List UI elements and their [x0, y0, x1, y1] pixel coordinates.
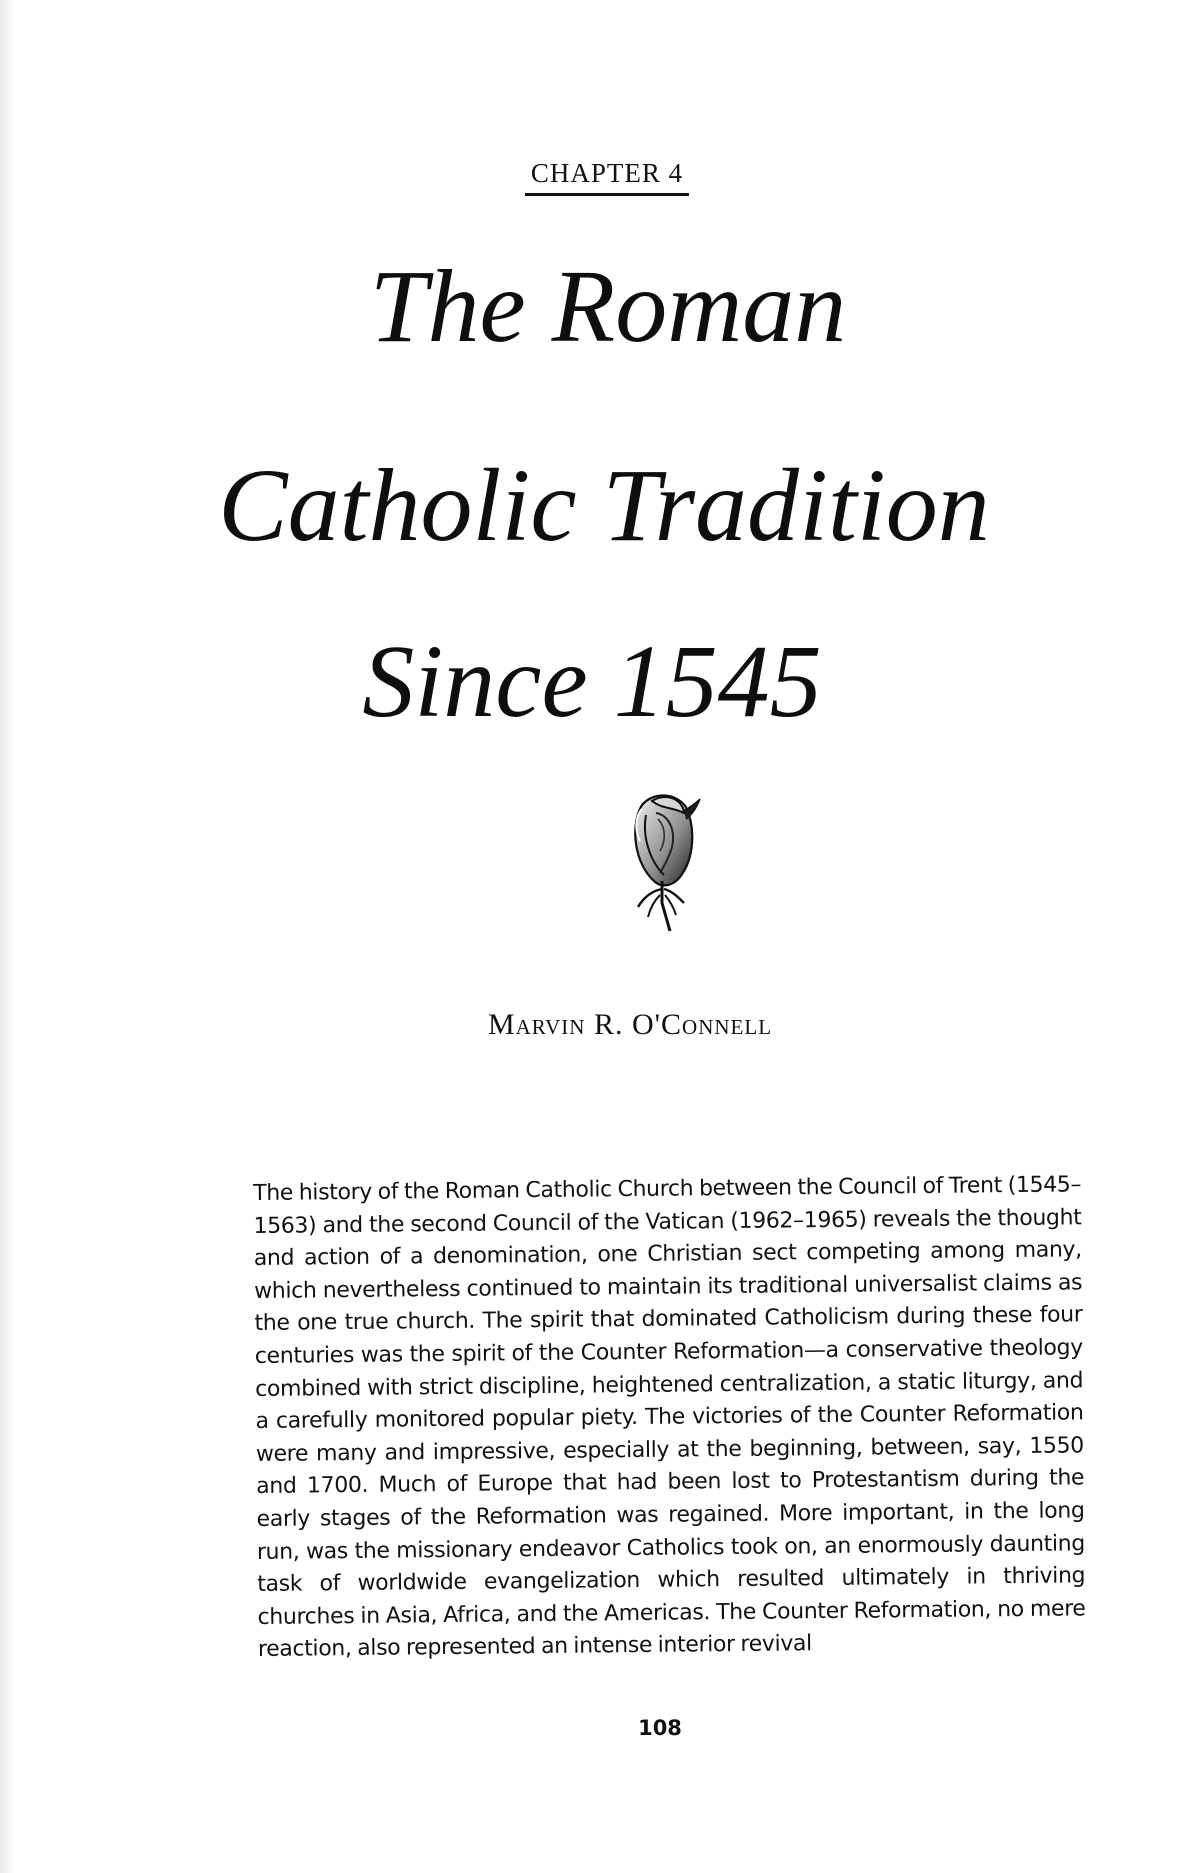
opening-paragraph: The history of the Roman Catholic Church between the Council of Trent (1545–1563) and the second Council of the Vatican (1962–1965) reveals the thought and action of a denomination, one Christian sect competing among many, which nevertheless continued to maintain its traditional universalist claims as the one true church. The spirit that dominated Catholicism during these four centuries was the spirit of the Counter Reformation—a conservative theology combined with strict discipline, heightened centralization, a static liturgy, and a carefully monitored popular piety. The victories of the Counter Reformation were many and impressive, especially at the beginning, between, say, 1550 and 1700. Much of Europe that had been lost to Protestantism during the early stages of the Reformation was regained. More important, in the long run, was the missionary endeavor Catholics took on, an enormously daunting task of worldwide evangelization which resulted ultimately in thriving churches in Asia, Africa, and the Americas. The Counter Reformation, no mere reaction, also represented an intense interior revival: [253, 1172, 1086, 1663]
page-number-text: 108: [638, 1716, 682, 1740]
chapter-label-text: CHAPTER 4: [525, 160, 689, 196]
chapter-label: [0, 160, 1200, 196]
author-name: [0, 1010, 1200, 1040]
chapter-title-line-1: The Roman: [369, 249, 847, 364]
author-name-text: Marvin R. O'Connell: [487, 1008, 773, 1041]
chapter-title-line-3: Since 1545: [362, 624, 822, 739]
rose-icon: [612, 785, 712, 935]
chapter-title-line-2: Catholic Tradition: [218, 448, 990, 563]
page-number: [0, 1718, 1200, 1739]
